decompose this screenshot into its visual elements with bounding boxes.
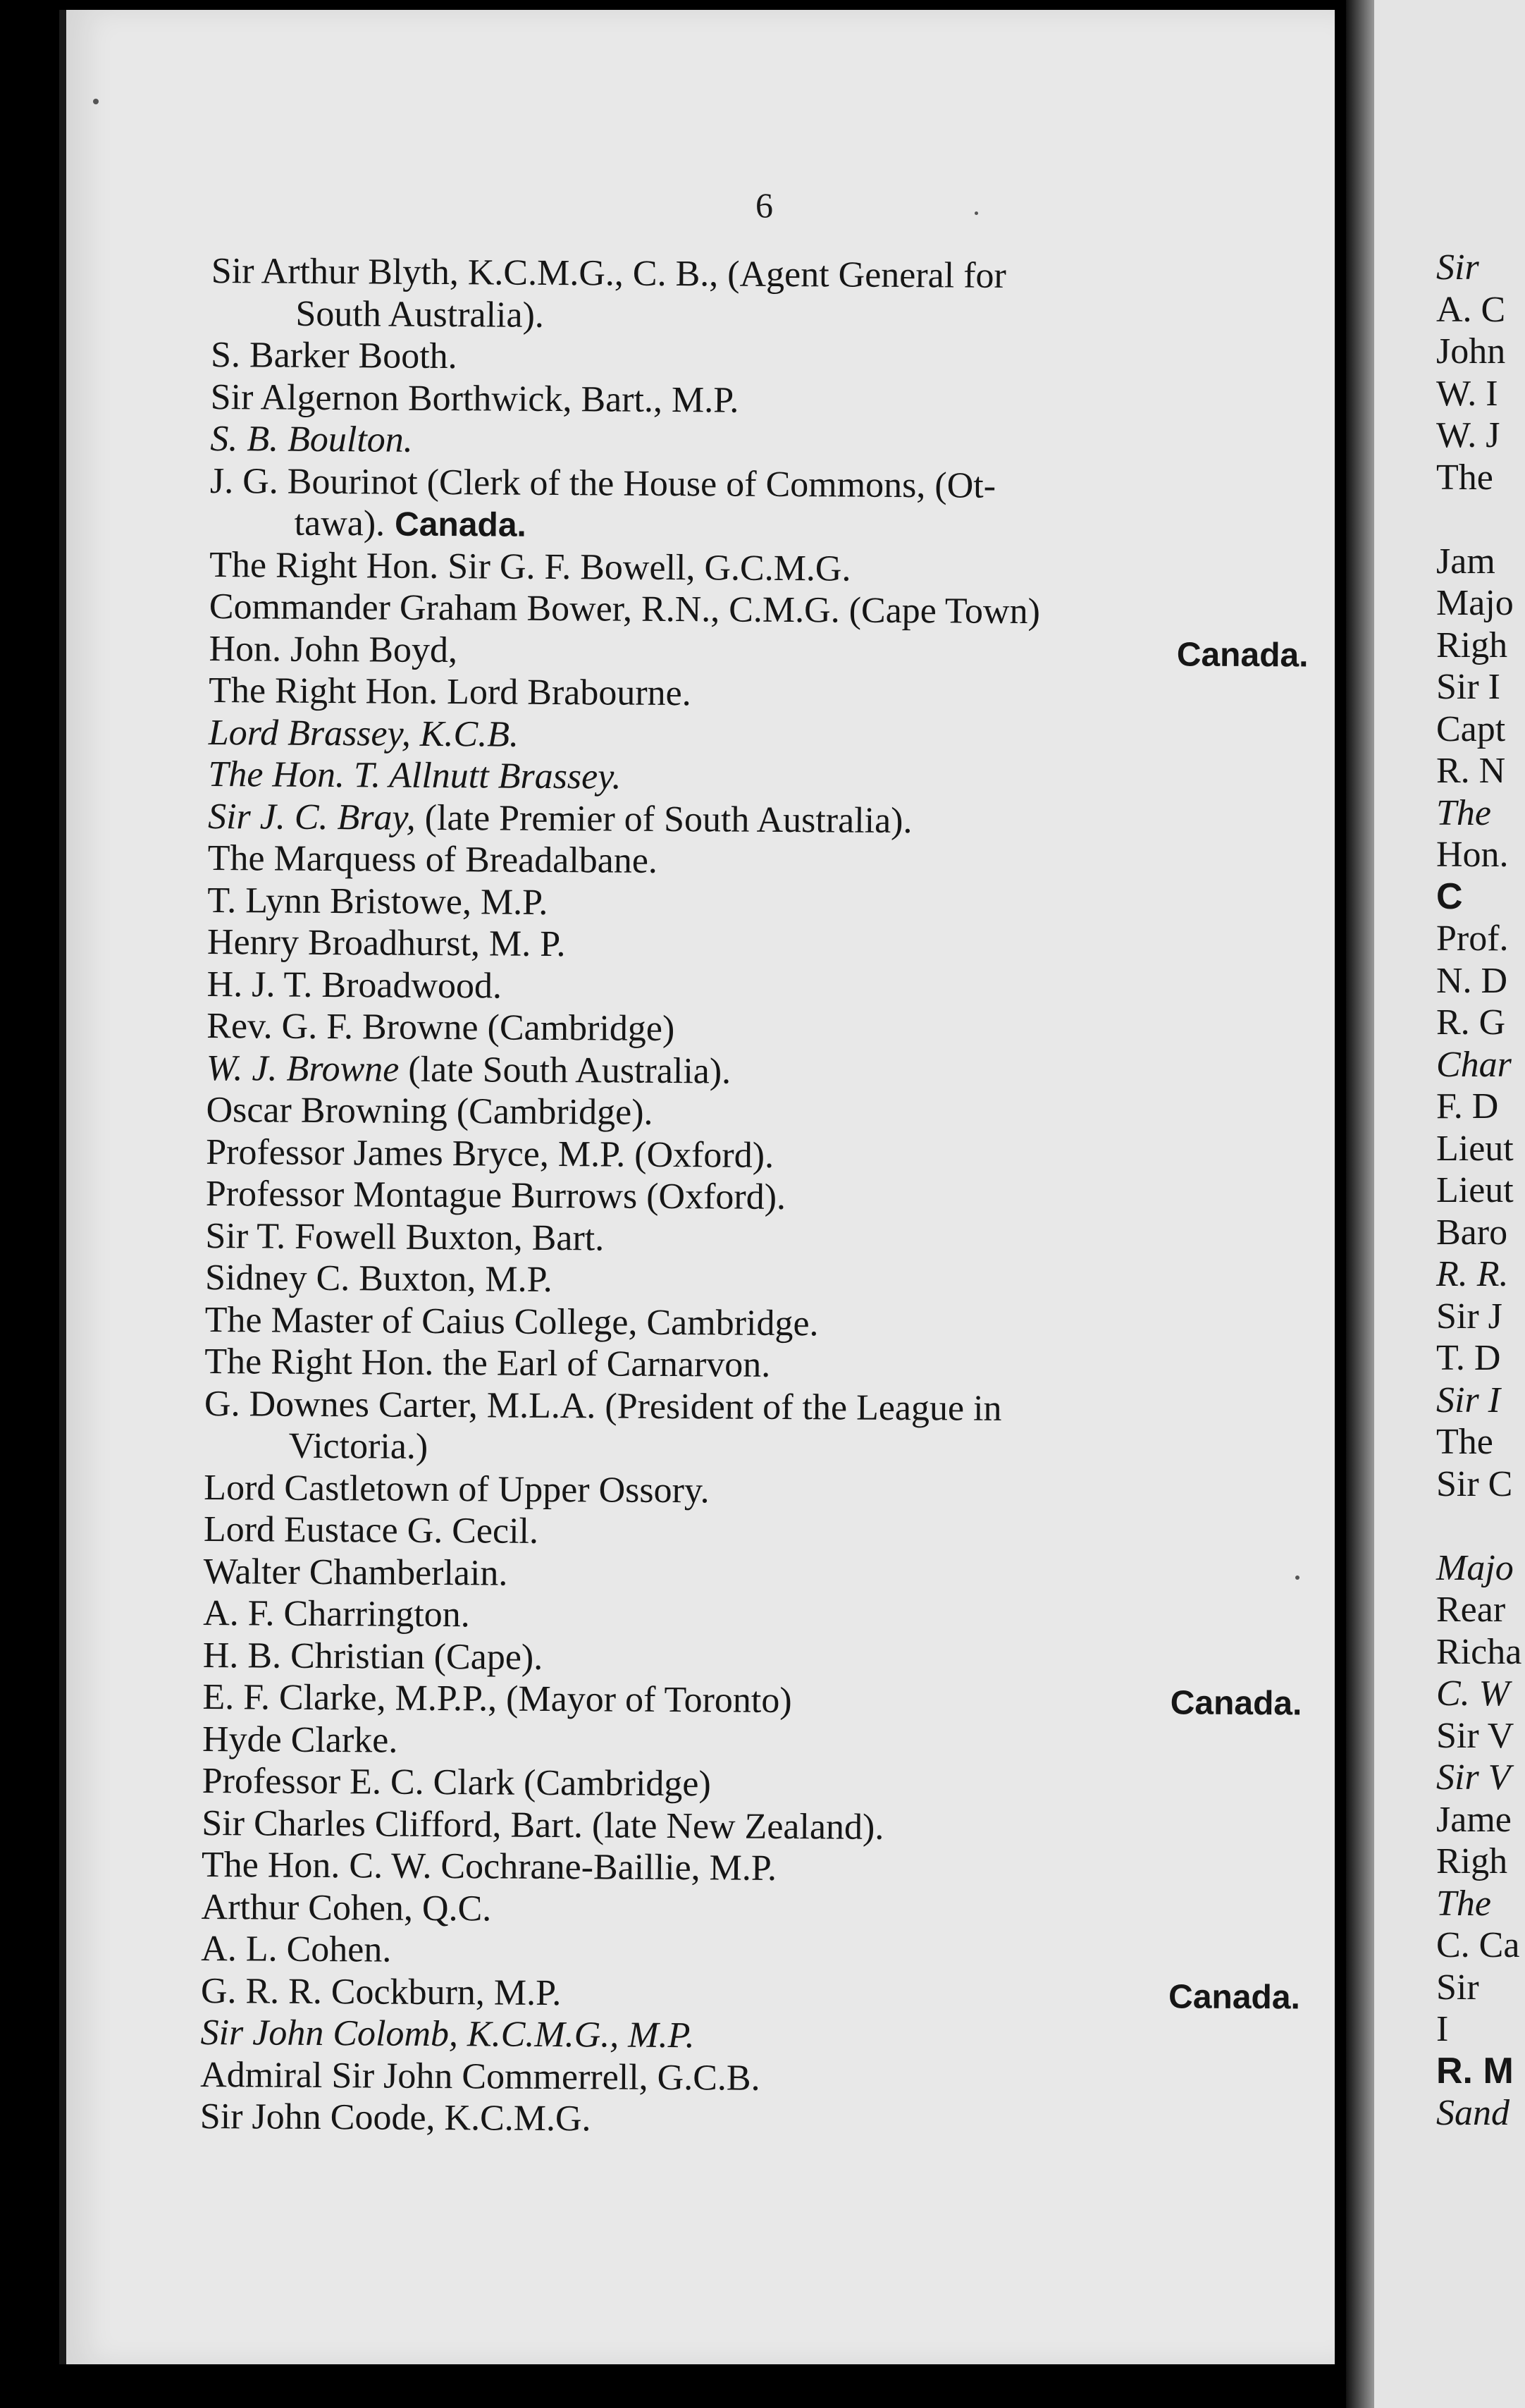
list-item (202, 1844, 1301, 1893)
country-tag: Canada. (1170, 1684, 1302, 1723)
entry-text: A. L. Cohen. (201, 1928, 392, 1970)
right-page-line: The (1436, 1422, 1493, 1462)
list-item (205, 1257, 1304, 1306)
right-page-line (1436, 498, 1521, 541)
list-item (202, 1676, 1302, 1725)
entry-text: Walter Chamberlain. (203, 1551, 508, 1594)
right-page-line: Rear (1436, 1590, 1506, 1630)
right-page-line: The (1436, 1883, 1491, 1924)
list-item (206, 1047, 1306, 1095)
country-tag: Canada. (394, 505, 527, 544)
right-page-line: Richa (1436, 1631, 1522, 1672)
entry-text: Professor James Bryce, M.P. (Oxford). (206, 1131, 774, 1176)
right-page-line: Sir (1436, 1967, 1479, 2008)
list-item (209, 627, 1308, 676)
entry-text: Hyde Clarke. (202, 1719, 398, 1761)
entry-text: Sidney C. Buxton, M.P. (204, 1257, 552, 1300)
list-item (209, 502, 1309, 551)
entry-text: J. G. Bourinot (Clerk of the House of Commons, (Ot- (209, 460, 996, 506)
right-page-line: John (1436, 331, 1506, 371)
right-page-line: T. D (1436, 1338, 1501, 1378)
right-page-line: R. R. (1436, 1254, 1509, 1294)
right-page-line: Sir C (1436, 1463, 1513, 1504)
entry-text: The Master of Caius College, Cambridge. (204, 1299, 819, 1344)
entry-italic-name: W. J. Browne (206, 1048, 400, 1090)
entry-text: E. F. Clarke, M.P.P., (Mayor of Toronto) (202, 1676, 792, 1721)
right-page-line: The (1436, 457, 1493, 498)
right-page-line: Prof. (1436, 919, 1509, 959)
entry-text: The Right Hon. the Earl of Carnarvon. (204, 1341, 771, 1385)
entry-text: tawa). (294, 503, 385, 544)
entry-text: Hon. John Boyd, (209, 628, 458, 670)
entry-text: Henry Broadhurst, M. P. (206, 921, 566, 965)
entry-text: Professor E. C. Clark (Cambridge) (202, 1760, 711, 1805)
paper-speck (975, 211, 978, 215)
paper-speck (93, 99, 99, 104)
entry-text: H. J. T. Broadwood. (206, 964, 502, 1007)
list-item (202, 1760, 1302, 1809)
list-item (207, 879, 1307, 928)
country-tag: Canada. (1168, 1977, 1301, 2016)
list-item (204, 1425, 1303, 1473)
list-item (208, 837, 1307, 886)
right-page-line: Sir I (1436, 667, 1500, 707)
right-page-line: I (1436, 2009, 1449, 2049)
right-page-line: A. C (1436, 289, 1506, 330)
right-page-line: N. D (1436, 960, 1508, 1001)
entry-text: Sir Algernon Borthwick, Bart., M.P. (210, 376, 739, 421)
list-item (201, 1970, 1300, 2018)
list-item (206, 1005, 1306, 1054)
right-page-line: F. D (1436, 1086, 1499, 1126)
right-page-line: Lieut (1436, 1170, 1514, 1210)
entry-text: G. R. R. Cockburn, M.P. (200, 1970, 562, 2013)
list-item (207, 921, 1307, 970)
list-item (210, 460, 1309, 508)
entry-text: Rev. G. F. Browne (Cambridge) (206, 1005, 675, 1050)
list-item (209, 711, 1308, 760)
right-page-line: Sand (1436, 2093, 1509, 2133)
book-gutter (1346, 0, 1374, 2408)
page-number: 6 (755, 185, 773, 225)
right-page-line: Jam (1436, 541, 1495, 582)
list-item (211, 334, 1310, 383)
right-page-line: Sir I (1436, 1380, 1500, 1420)
entry-text: Commander Graham Bower, R.N., C.M.G. (Cape Town) (209, 586, 1041, 632)
list-item (204, 1382, 1304, 1431)
right-page-line: Sir V (1436, 1757, 1511, 1798)
entry-text: Sir Arthur Blyth, K.C.M.G., C. B., (Agent General for (211, 250, 1006, 296)
list-item (209, 586, 1309, 634)
right-page-line: R. N (1436, 751, 1506, 791)
right-page-line: Char (1436, 1044, 1512, 1085)
list-item (206, 963, 1306, 1012)
list-item (202, 1718, 1302, 1767)
list-item (209, 543, 1309, 592)
list-item (206, 1131, 1305, 1179)
list-item (200, 2012, 1299, 2060)
list-item (205, 1298, 1304, 1347)
entry-text: (late South Australia). (399, 1049, 731, 1092)
entry-text: The Hon. C. W. Cochrane-Baillie, M.P. (201, 1844, 777, 1888)
entry-text: Professor Montague Burrows (Oxford). (205, 1173, 786, 1218)
entry-text: Sir Charles Clifford, Bart. (late New Zealand). (202, 1802, 884, 1848)
entry-text: The Marquess of Breadalbane. (207, 837, 658, 881)
list-item (203, 1634, 1302, 1683)
entry-italic-name: The Hon. T. Allnutt Brassey. (208, 754, 622, 797)
entry-italic-name: Lord Brassey, K.C.B. (208, 712, 519, 755)
right-page-fragments (1436, 247, 1521, 2134)
entry-text: (late Premier of South Australia). (415, 797, 913, 841)
right-page-line: Majo (1436, 583, 1514, 623)
right-page-line: Righ (1436, 1841, 1508, 1881)
right-page-line: C. Ca (1436, 1925, 1520, 1965)
name-list (200, 250, 1311, 2144)
entry-text: Lord Eustace G. Cecil. (203, 1509, 539, 1552)
list-item (202, 1802, 1301, 1850)
right-page-line: Capt (1436, 708, 1506, 749)
list-item (200, 2053, 1299, 2102)
entry-text: The Right Hon. Sir G. F. Bowell, G.C.M.G. (209, 544, 851, 589)
entry-text: South Australia). (295, 293, 545, 336)
right-page-line: Sir (1436, 247, 1479, 288)
right-page-line: Baro (1436, 1212, 1508, 1253)
right-page-line: Sir J (1436, 1296, 1502, 1337)
right-page-line: W. J (1436, 415, 1500, 455)
entry-text: H. B. Christian (Cape). (202, 1635, 543, 1678)
right-page-line: W. I (1436, 373, 1498, 414)
right-page-line: The (1436, 792, 1491, 833)
right-page-line: Righ (1436, 625, 1508, 665)
right-page-line: Sir V (1436, 1715, 1514, 1756)
list-item (209, 670, 1308, 718)
list-item (203, 1550, 1302, 1599)
entry-text: A. F. Charrington. (203, 1592, 470, 1635)
list-item (206, 1173, 1305, 1222)
right-page (1374, 0, 1525, 2408)
right-page-line: R. M (1436, 2050, 1514, 2091)
list-item (203, 1592, 1302, 1641)
list-item (206, 1089, 1305, 1138)
list-item (204, 1509, 1303, 1557)
list-item (200, 2096, 1299, 2144)
list-item (205, 1215, 1304, 1263)
list-item (204, 1466, 1303, 1515)
entry-text: The Right Hon. Lord Brabourne. (209, 670, 691, 714)
right-page-line: C. W (1436, 1673, 1509, 1714)
entry-italic-name: S. B. Boulton. (210, 418, 413, 460)
right-page-line: R. G (1436, 1002, 1506, 1043)
country-tag: Canada. (1176, 635, 1309, 675)
list-item (201, 1928, 1300, 1977)
entry-italic-name: Sir J. C. Bray, (207, 796, 416, 838)
list-item (210, 418, 1309, 467)
entry-text: G. Downes Carter, M.L.A. (President of the League in (204, 1383, 1002, 1429)
entry-text: Oscar Browning (Cambridge). (206, 1089, 653, 1133)
list-item (211, 376, 1310, 424)
entry-text: T. Lynn Bristowe, M.P. (207, 880, 548, 923)
right-page-line: C (1436, 876, 1463, 917)
entry-text: Victoria.) (288, 1425, 428, 1467)
right-page-line: Majo (1436, 1547, 1514, 1588)
right-page-line (1436, 1505, 1521, 1547)
entry-italic-name: Sir John Colomb, K.C.M.G., M.P. (200, 2012, 695, 2056)
right-page-line: Lieut (1436, 1128, 1514, 1169)
entry-text: Lord Castletown of Upper Ossory. (204, 1467, 710, 1511)
entry-text: Admiral Sir John Commerrell, G.C.B. (200, 2054, 760, 2099)
list-item (201, 1886, 1300, 1934)
list-item (208, 795, 1307, 844)
entry-text: Sir John Coode, K.C.M.G. (199, 2096, 591, 2139)
list-item (211, 292, 1310, 340)
entry-text: Arthur Cohen, Q.C. (201, 1886, 492, 1929)
list-item (211, 250, 1311, 299)
list-item (204, 1341, 1304, 1389)
entry-text: Sir T. Fowell Buxton, Bart. (205, 1215, 605, 1258)
right-page-line: Jame (1436, 1799, 1512, 1840)
right-page-line: Hon. (1436, 835, 1509, 875)
entry-text: S. Barker Booth. (210, 334, 457, 377)
list-item (208, 754, 1307, 802)
paper-speck (1295, 1575, 1299, 1580)
